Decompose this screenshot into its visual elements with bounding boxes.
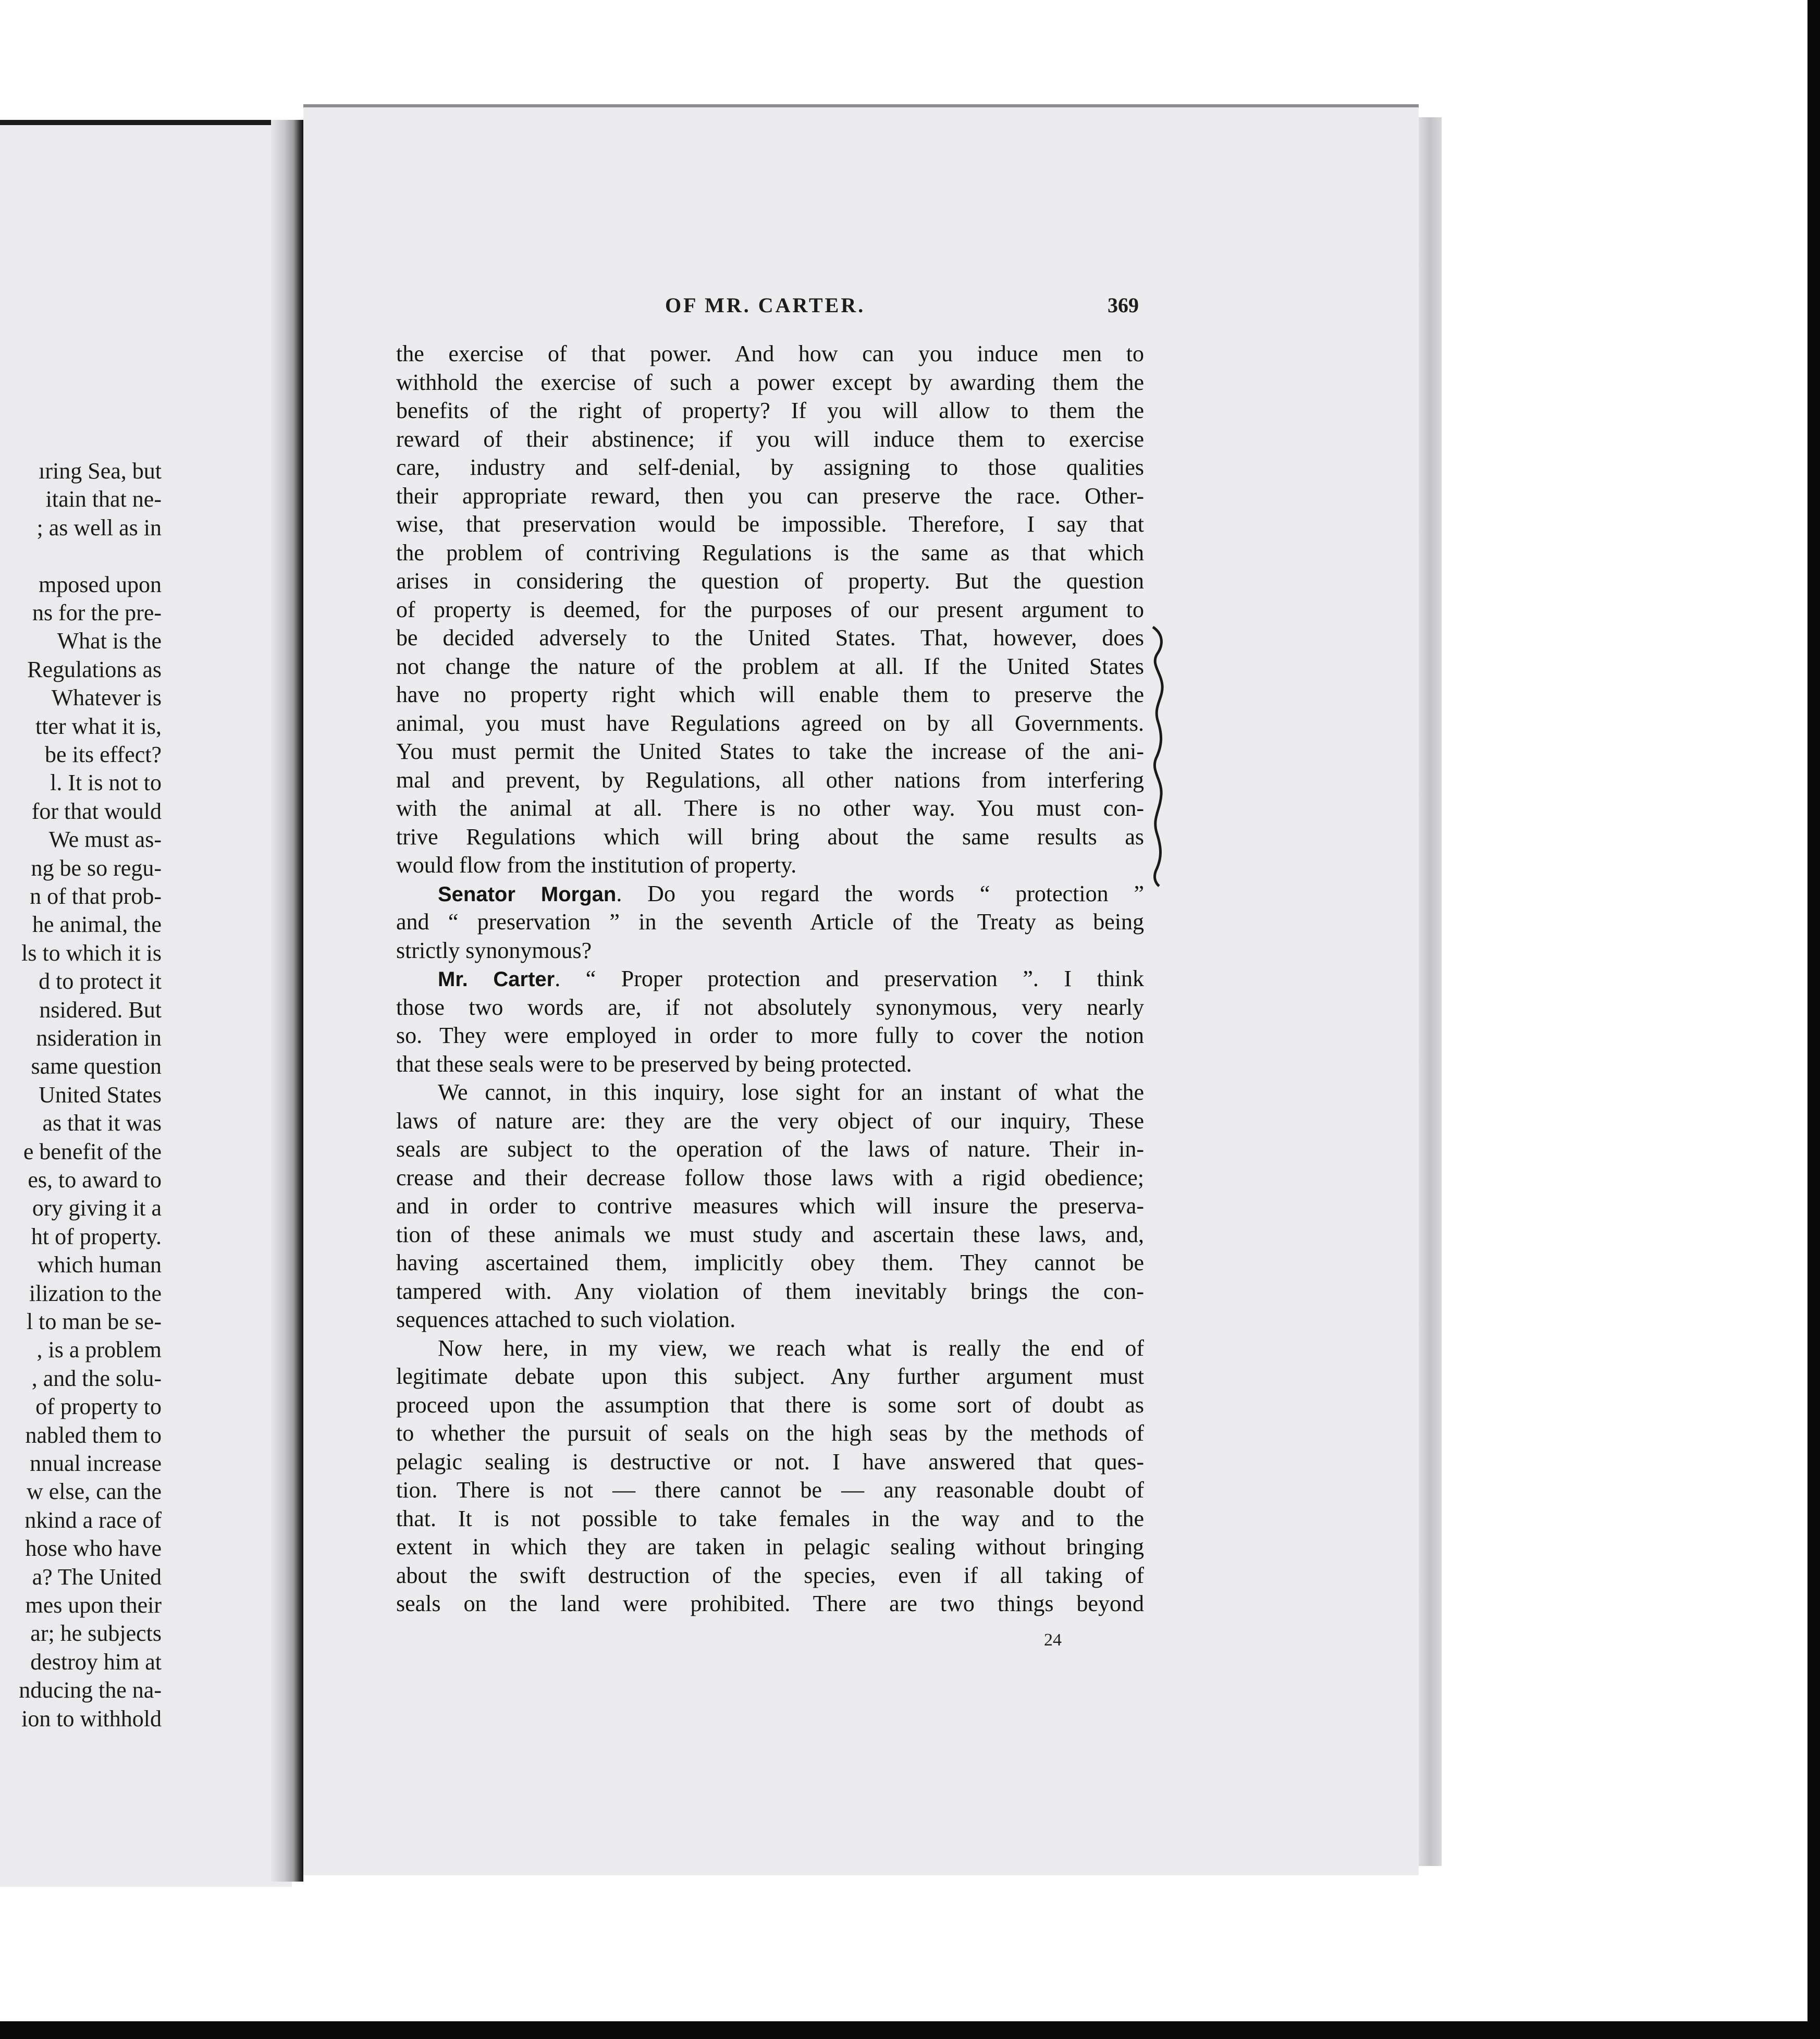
text-line [396,453,1144,482]
left-page-line: ion to withhold [21,1705,162,1731]
left-page-line: he animal, the [32,912,162,938]
text-line [396,1107,1144,1136]
line-text: legitimate debate upon this subject. Any further argument must [396,1364,1144,1389]
left-page-line: ng be so regu- [31,855,162,881]
book-gutter [271,120,303,1882]
line-text: and “ preservation ” in the seventh Article of the Treaty as being [396,909,1144,935]
left-page-line: United States [39,1082,162,1108]
line-text: the problem of contriving Regulations is the same as that which [396,539,1144,566]
line-text: withhold the exercise of such a power except by awarding them the [396,369,1144,395]
text-line [396,539,1144,568]
text-line [396,1419,1144,1448]
line-text: We cannot, in this inquiry, lose sight for an instant of what the [438,1079,1144,1105]
text-line [396,482,1144,511]
line-text: crease and their decrease follow those laws with a rigid obedience; [396,1164,1144,1190]
line-text: that these seals were to be preserved by being protected. [396,1051,912,1077]
left-page-line: ory giving it a [32,1195,162,1221]
text-line [396,1562,1144,1590]
left-page-line: ar; he subjects [30,1620,162,1647]
left-page-line: destroy him at [30,1649,162,1675]
left-page-line: d to protect it [39,968,162,994]
text-line [396,937,1144,965]
left-page-line: same question [31,1053,162,1079]
line-text: . “ Proper protection and preservation ”. I think [555,966,1144,991]
page-number: 369 [1108,293,1139,317]
line-text: benefits of the right of property? If you will allow to them the [396,398,1144,423]
text-line [396,1278,1144,1306]
line-text: their appropriate reward, then you can preserve the race. Other- [396,483,1144,509]
text-line [396,766,1144,795]
line-text: that. It is not possible to take females in the way and to the [396,1505,1144,1531]
text-line [396,738,1144,766]
left-page-line: of property to [35,1394,162,1420]
left-page [0,120,292,1887]
text-line [396,1078,1144,1107]
line-text: seals on the land were prohibited. There are two things beyond [396,1591,1144,1616]
text-line [396,425,1144,454]
left-page-line: What is the [57,628,162,654]
text-line [396,1505,1144,1533]
left-page-line: nsideration in [36,1025,162,1051]
line-text: have no property right which will enable them to preserve the [396,682,1144,707]
line-text: You must permit the United States to take the increase of the ani- [396,739,1144,764]
line-text: to whether the pursuit of seals on the high seas by the methods of [396,1420,1144,1446]
text-line [396,397,1144,425]
line-text: mal and prevent, by Regulations, all other nations from interfering [396,767,1144,793]
left-page-line: for that would [31,798,162,824]
text-line [396,709,1144,738]
left-page-line: mes upon their [25,1592,162,1618]
line-text: with the animal at all. There is no other way. You must con- [396,795,1144,821]
text-line [396,908,1144,937]
left-page-line: ls to which it is [21,940,162,966]
left-page-line: ; as well as in [36,514,162,541]
text-line [396,993,1144,1022]
text-line [396,624,1144,653]
text-line [396,1448,1144,1477]
line-text: care, industry and self-denial, by assigning to those qualities [396,455,1144,480]
text-line [396,340,1144,369]
line-text: having ascertained them, implicitly obey them. They cannot be [396,1250,1144,1275]
text-line [396,1221,1144,1249]
left-page-line: a? The United [32,1564,162,1590]
line-text: tampered with. Any violation of them inevitably brings the con- [396,1278,1144,1304]
line-text: sequences attached to such violation. [396,1307,736,1332]
line-text: Now here, in my view, we reach what is really the end of [438,1335,1144,1361]
left-page-line: as that it was [42,1110,162,1136]
text-line [396,1164,1144,1193]
text-line [396,851,1144,880]
left-page-line: mposed upon [39,571,162,597]
left-page-line: be its effect? [45,742,162,767]
text-line [396,1135,1144,1164]
left-page-line: ıring Sea, but [39,458,162,484]
left-page-line: which human [37,1252,162,1278]
text-line [396,510,1144,539]
left-page-line: , and the solu- [31,1365,162,1391]
left-page-line: nabled them to [25,1422,162,1448]
text-line [396,1476,1144,1505]
line-text: animal, you must have Regulations agreed on by all Governments. [396,710,1144,736]
text-line [396,1590,1144,1618]
left-page-line: hose who have [25,1536,162,1562]
text-line [396,1533,1144,1562]
signature-mark: 24 [1044,1630,1062,1650]
line-text: pelagic sealing is destructive or not. I have answered that ques- [396,1448,1144,1475]
left-page-line: n of that prob- [30,883,162,909]
line-text: extent in which they are taken in pelagic sealing without bringing [396,1534,1144,1559]
text-line [396,1249,1144,1278]
text-line [396,369,1144,397]
text-line [396,1050,1144,1079]
line-text: would flow from the institution of property. [396,852,797,878]
line-text: . Do you regard the words “ protection ” [616,880,1144,906]
text-line [396,567,1144,596]
left-page-line: es, to award to [28,1167,162,1193]
scan-border-right [1807,0,1820,2039]
line-text: reward of their abstinence; if you will induce them to exercise [396,426,1144,452]
line-text: the exercise of that power. And how can you induce men to [396,341,1144,366]
text-line [396,823,1144,852]
left-page-line: w else, can the [27,1479,162,1505]
page-stack-edge [1419,117,1442,1866]
left-page-line: nkind a race of [24,1507,162,1533]
left-page-line: Regulations as [27,656,162,682]
line-text: be decided adversely to the United States. That, however, does [396,625,1144,650]
scan-border-bottom [0,2021,1820,2039]
text-line [396,880,1144,908]
text-line [396,1334,1144,1363]
text-line [396,1391,1144,1420]
running-head: OF MR. CARTER. [665,293,866,317]
left-page-line: e benefit of the [23,1138,162,1164]
body-text [396,340,1144,1618]
line-text: strictly synonymous? [396,937,592,963]
text-line [396,794,1144,823]
text-line [396,681,1144,709]
line-text: tion of these animals we must study and ascertain these laws, and, [396,1221,1144,1247]
text-line [396,653,1144,681]
left-page-line: tter what it is, [35,713,162,739]
left-page-line: itain that ne- [45,486,162,512]
line-text: wise, that preservation would be impossible. Therefore, I say that [396,511,1144,537]
line-text: laws of nature are: they are the very object of our inquiry, These [396,1108,1144,1134]
line-text: those two words are, if not absolutely synonymous, very nearly [396,994,1144,1020]
left-page-line: l to man be se- [26,1309,162,1334]
line-text: not change the nature of the problem at all. If the United States [396,653,1144,679]
speaker-name: Mr. Carter [438,968,555,991]
line-text: and in order to contrive measures which will insure the preserva- [396,1193,1144,1219]
line-text: of property is deemed, for the purposes of our present argument to [396,596,1144,622]
text-line [396,1306,1144,1334]
left-page-line: ilization to the [29,1280,162,1306]
text-line [396,965,1144,993]
line-text: proceed upon the assumption that there is some sort of doubt as [396,1392,1144,1418]
text-line [396,596,1144,624]
text-line [396,1362,1144,1391]
left-page-line: Whatever is [51,685,162,711]
line-text: trive Regulations which will bring about the same results as [396,824,1144,850]
left-page-line: nducing the na- [19,1677,162,1703]
left-page-line: We must as- [48,827,162,853]
line-text: tion. There is not — there cannot be — any reasonable doubt of [396,1477,1144,1503]
line-text: so. They were employed in order to more fully to cover the notion [396,1023,1144,1048]
text-line [396,1192,1144,1221]
left-page-line: nnual increase [30,1451,162,1476]
line-text: about the swift destruction of the species, even if all taking of [396,1562,1144,1588]
left-page-line: , is a problem [36,1337,162,1363]
left-page-line: nsidered. But [39,997,162,1023]
text-line [396,1022,1144,1050]
line-text: arises in considering the question of property. But the question [396,568,1144,594]
line-text: seals are subject to the operation of the laws of nature. Their in- [396,1136,1144,1162]
left-page-line: ht of property. [31,1223,162,1249]
left-page-line: ns for the pre- [32,600,162,625]
speaker-name: Senator Morgan [438,882,617,906]
left-page-line: l. It is not to [50,770,162,796]
margin-bracket-mark [1147,623,1173,889]
